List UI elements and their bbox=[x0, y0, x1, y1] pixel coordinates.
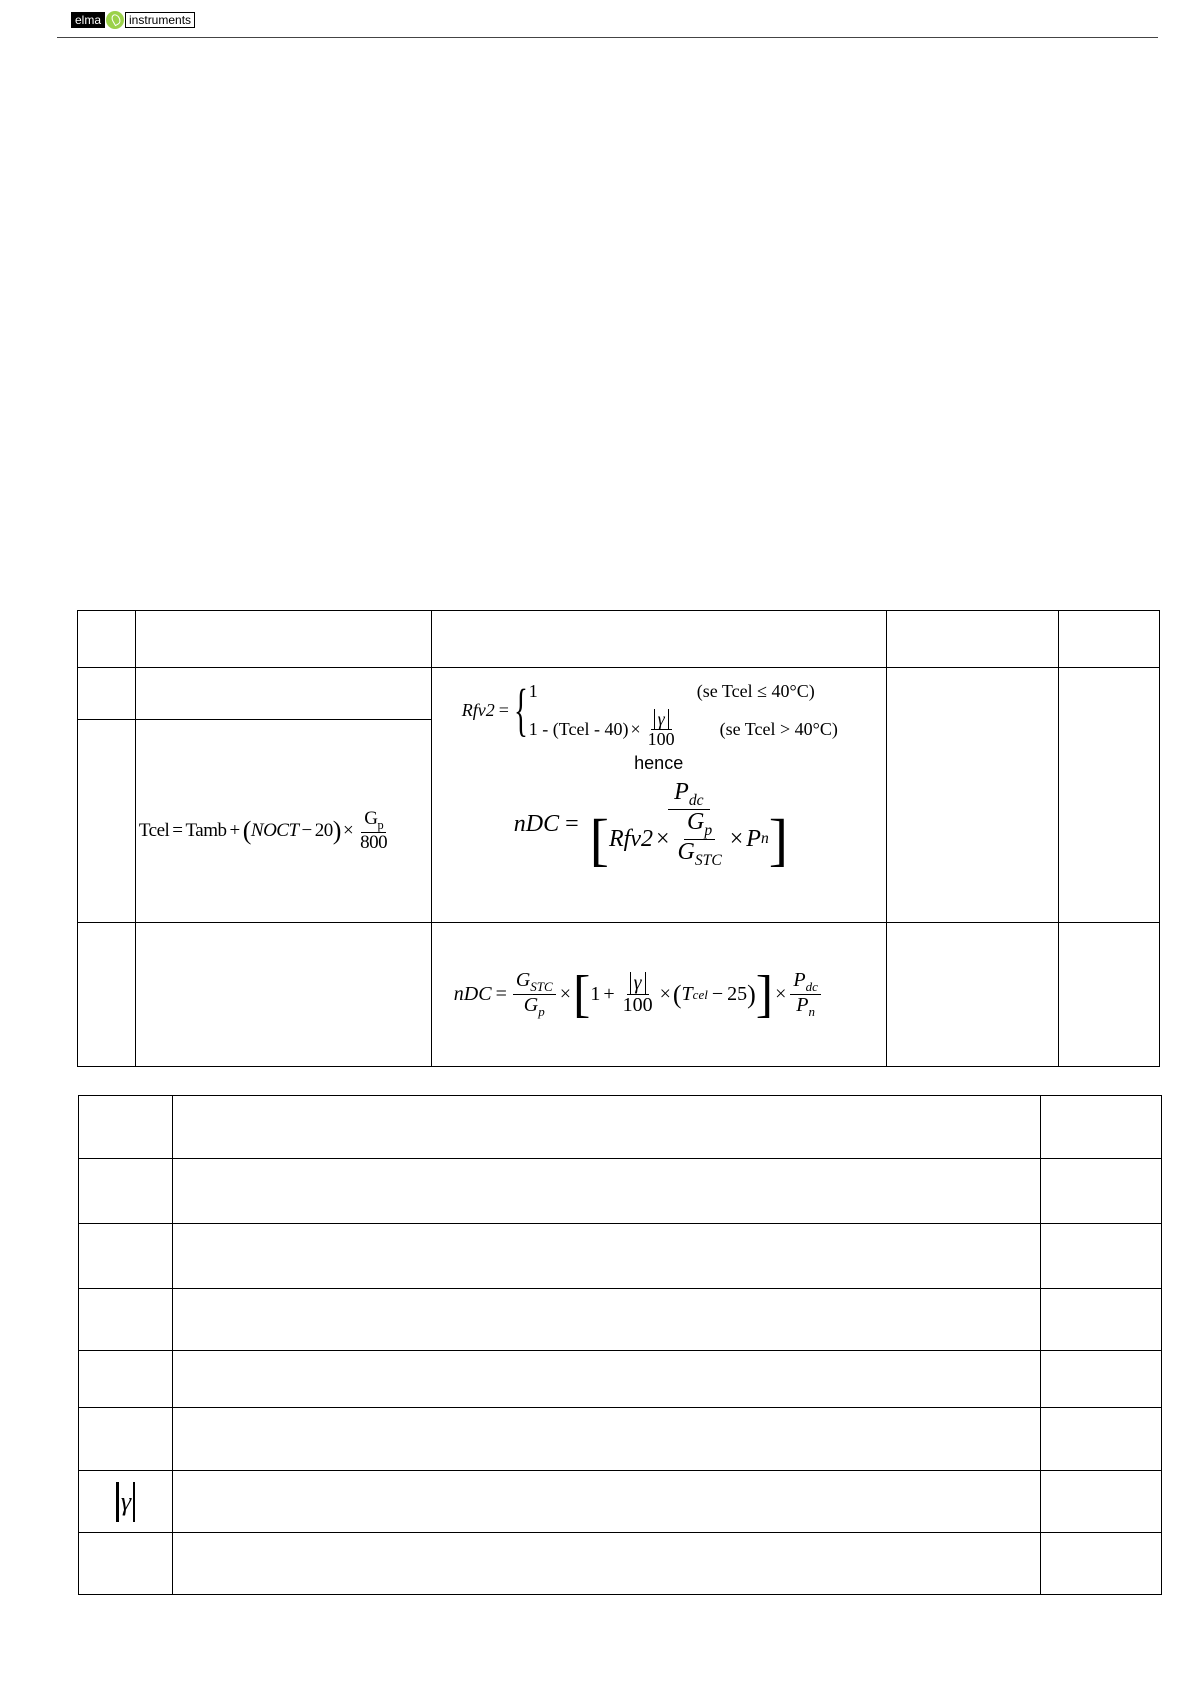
rfv2-formula: Rfv2 = { 1 (se Tcel ≤ 40°C) 1 - (Tcel - 40) × $\frac{\gamma}{100}$ (se Tcel > 40°C) bbox=[461, 677, 838, 749]
rfv2-den-100: 100 bbox=[647, 728, 675, 749]
elma-instruments-logo bbox=[71, 12, 195, 28]
table-row bbox=[78, 611, 1160, 668]
tamb-symbol: Tamb bbox=[185, 820, 227, 841]
table-row bbox=[79, 1351, 1162, 1408]
table-row bbox=[79, 1224, 1162, 1289]
rfv2-case1-cond: (se Tcel ≤ 40°C) bbox=[696, 680, 815, 701]
table-row bbox=[79, 1289, 1162, 1351]
rfv2-case2-prefix: 1 - (Tcel - 40) bbox=[528, 718, 629, 739]
rfv2-case2-cond: (se Tcel > 40°C) bbox=[719, 718, 838, 739]
rfv2-case1-value: 1 bbox=[528, 680, 538, 701]
pdc-symbol: P bbox=[674, 778, 689, 805]
table-row bbox=[79, 1408, 1162, 1471]
ndc-formula-1: nDC = $P_{dc}$ [ Rfv2 × $\frac{G_p}{G_{STC}}$ × P n ] bbox=[513, 778, 789, 872]
gamma-symbol-cell bbox=[79, 1471, 173, 1533]
rfv2-lhs: Rfv2 bbox=[461, 699, 495, 720]
table-row bbox=[79, 1471, 1162, 1533]
hence-label: hence bbox=[634, 752, 684, 773]
table-row bbox=[79, 1533, 1162, 1595]
page-header bbox=[57, 0, 1158, 38]
noct-symbol: NOCT bbox=[250, 820, 299, 841]
rfv2-symbol: Rfv2 bbox=[608, 826, 653, 852]
tcel-formula: Tcel = Tamb + ( NOCT − 20 ) × $\frac{G_p}{800}$ bbox=[138, 808, 388, 853]
table-row bbox=[79, 1159, 1162, 1224]
rfv2-ndc-cell bbox=[431, 668, 886, 923]
tcel-cell bbox=[135, 720, 431, 923]
gamma-abs: γ bbox=[654, 709, 669, 729]
table-row bbox=[78, 923, 1160, 1067]
gamma-abs-symbol: γ bbox=[116, 1482, 135, 1522]
logo-instruments-text: instruments bbox=[125, 12, 195, 28]
logo-elma-text: elma bbox=[71, 12, 105, 28]
tcel-lhs: Tcel bbox=[138, 820, 170, 841]
formulas-table bbox=[77, 610, 1160, 1067]
symbols-table bbox=[78, 1095, 1162, 1595]
table-row bbox=[79, 1096, 1162, 1159]
leaf-drop-icon bbox=[106, 11, 124, 29]
ndc-lhs: nDC bbox=[513, 811, 560, 838]
table-row bbox=[78, 668, 1160, 720]
ndc-formula-2-cell bbox=[431, 923, 886, 1067]
ndc-formula-2: nDC = $\frac{G_{STC}}{G_p}$ × [ 1 + $\frac{\gamma}{100}$ × ( T cel − 25 ) ] × $\frac{P_{dc}}{P_n}$ bbox=[454, 969, 886, 1021]
